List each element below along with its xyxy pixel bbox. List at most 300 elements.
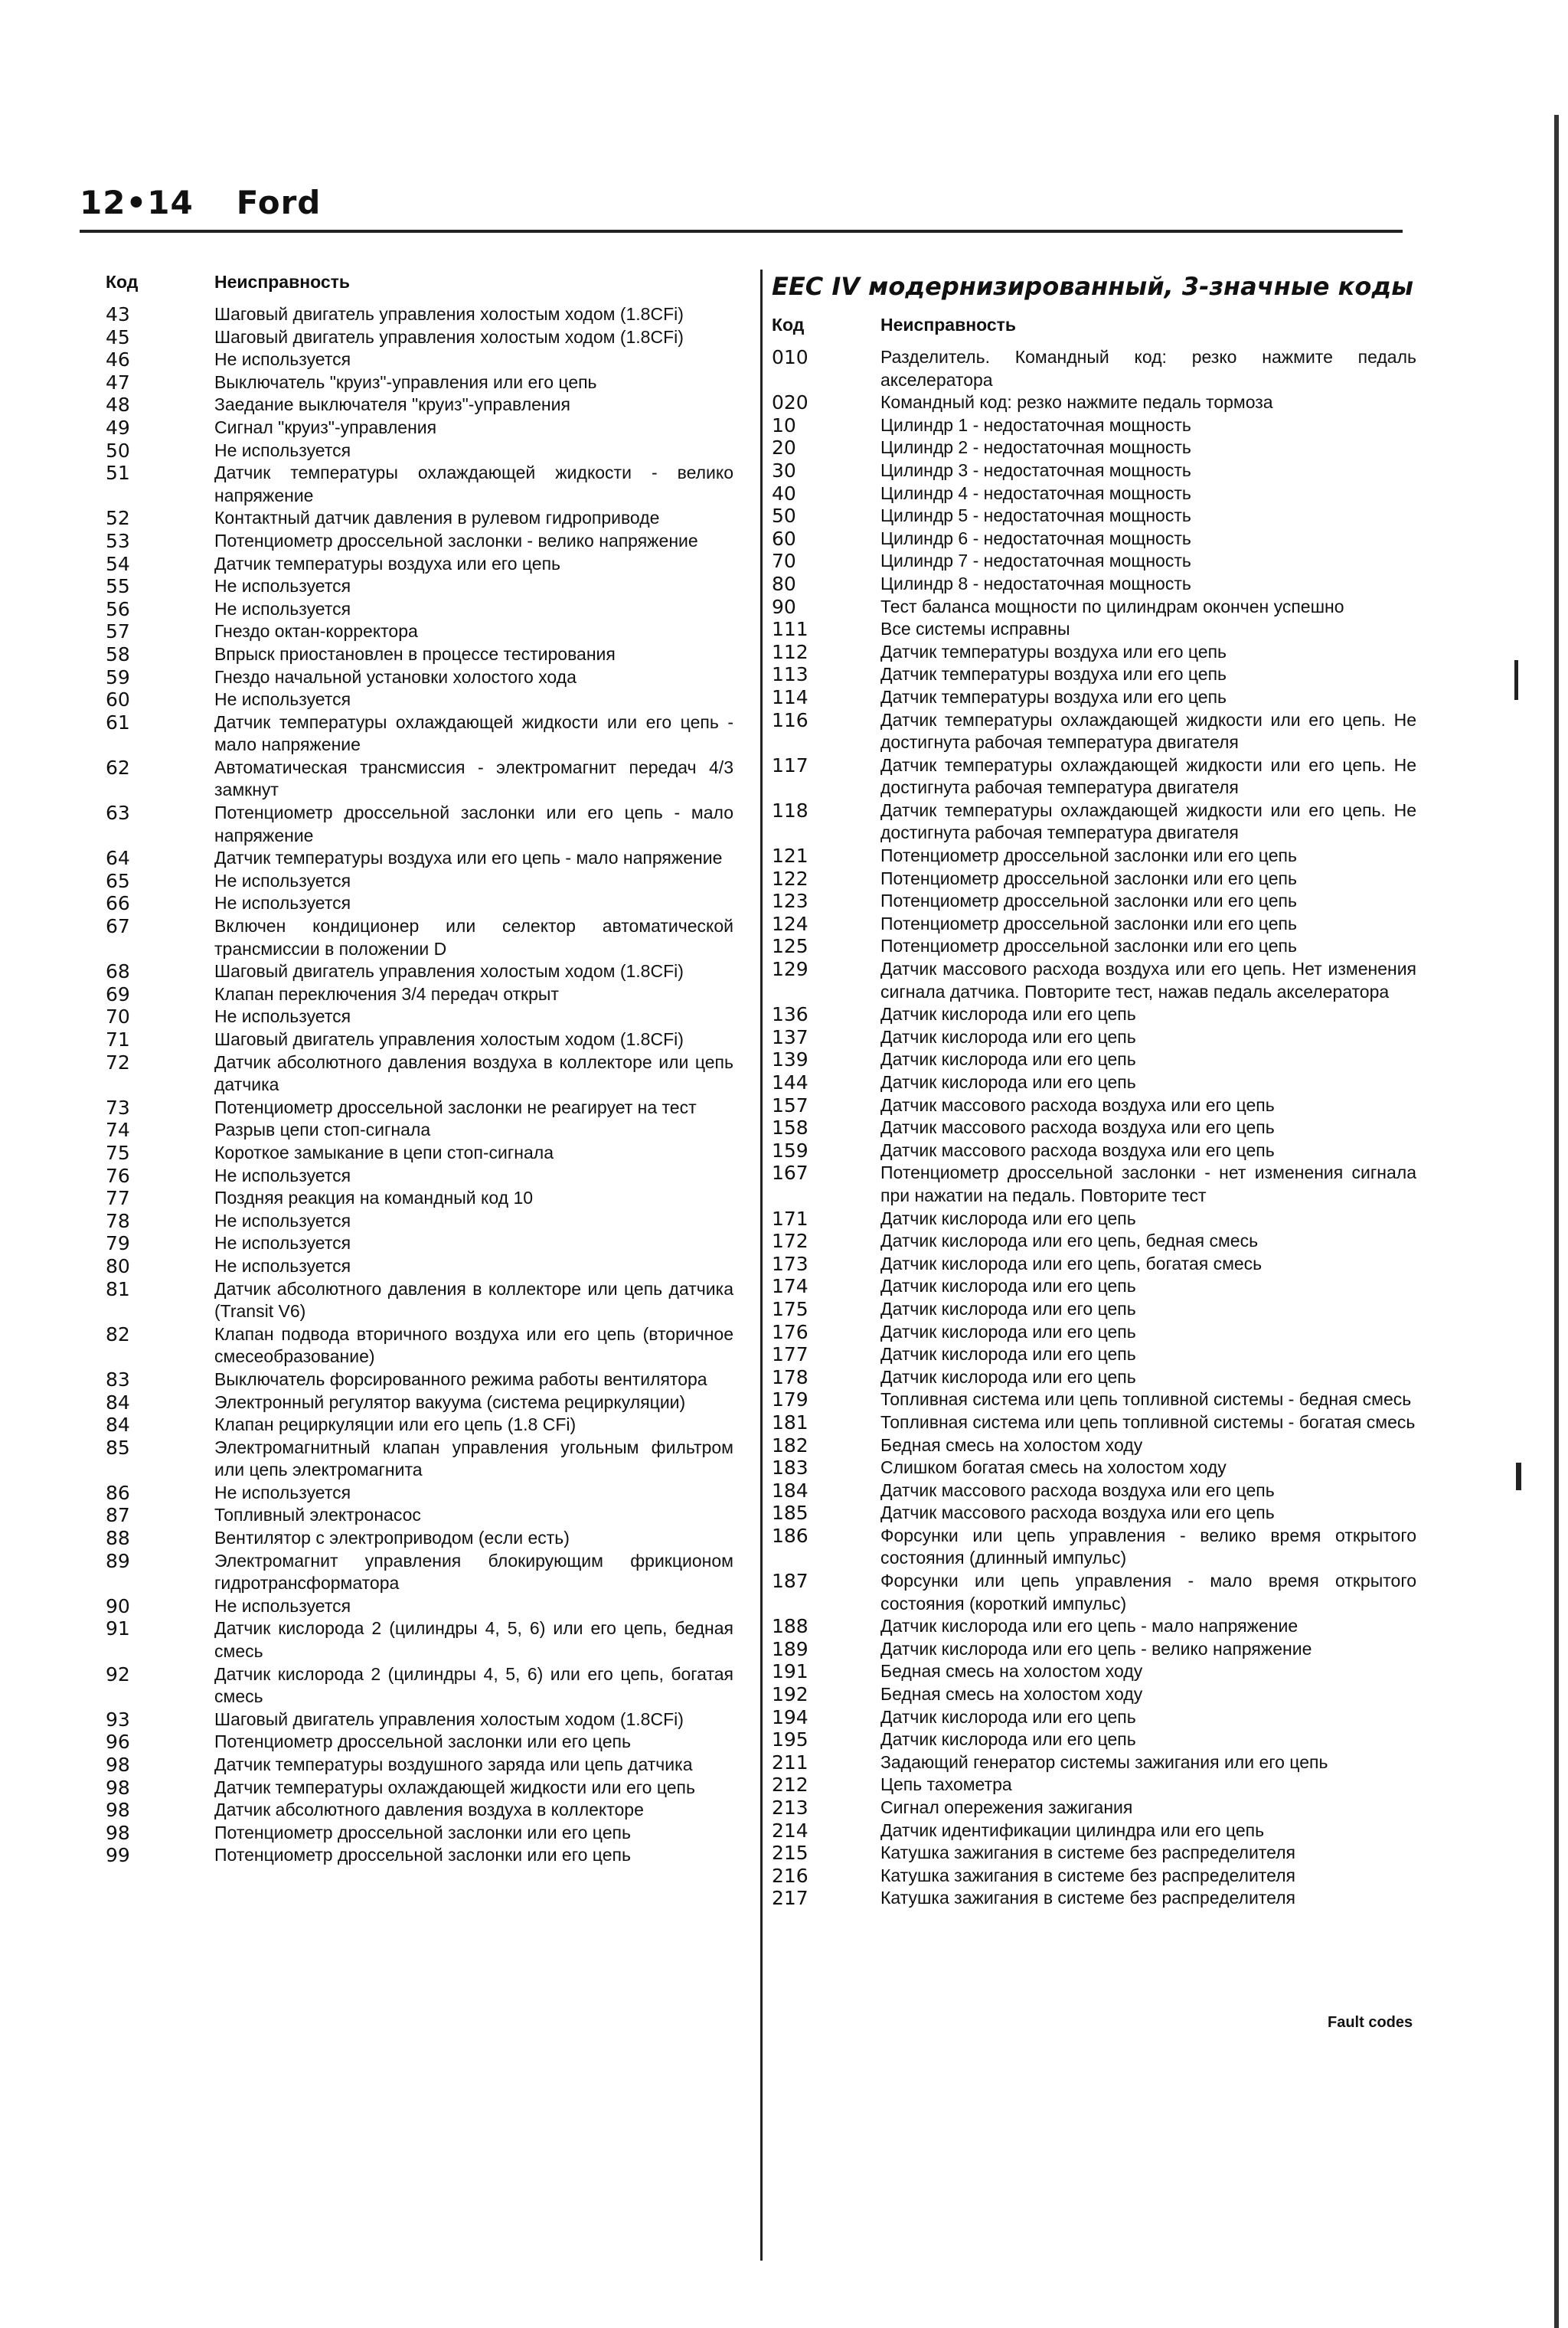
fault-description: Вентилятор с электроприводом (если есть) bbox=[214, 1528, 570, 1548]
fault-code: 195 bbox=[772, 1728, 808, 1751]
fault-code: 71 bbox=[106, 1028, 130, 1051]
fault-description: Датчик температуры воздуха или его цепь bbox=[880, 641, 1227, 662]
table-row bbox=[106, 1731, 733, 1754]
fault-description: Не используется bbox=[214, 1482, 351, 1502]
fault-code: 113 bbox=[772, 663, 808, 686]
fault-code: 173 bbox=[772, 1252, 808, 1275]
table-row bbox=[106, 847, 733, 870]
table-row bbox=[772, 1570, 1416, 1615]
fault-code: 72 bbox=[106, 1051, 130, 1074]
fault-code: 114 bbox=[772, 685, 808, 708]
fault-description: Цилиндр 8 - недостаточная мощность bbox=[880, 573, 1191, 593]
fault-code: 50 bbox=[772, 505, 796, 528]
fault-code: 83 bbox=[106, 1368, 130, 1391]
table-row bbox=[772, 596, 1416, 619]
table-row bbox=[106, 757, 733, 802]
table-row bbox=[772, 799, 1416, 845]
fault-description: Датчик кислорода или его цепь bbox=[880, 1276, 1136, 1296]
right-table-body bbox=[772, 346, 1416, 1910]
table-row bbox=[772, 1638, 1416, 1661]
fault-code: 157 bbox=[772, 1094, 808, 1117]
table-row bbox=[772, 414, 1416, 437]
fault-description: Датчик идентификации цилиндра или его цепь bbox=[880, 1820, 1265, 1840]
table-row bbox=[106, 575, 733, 598]
table-row bbox=[106, 1414, 733, 1437]
table-row bbox=[772, 890, 1416, 913]
fault-code: 84 bbox=[106, 1414, 130, 1437]
page-header bbox=[80, 184, 321, 221]
table-row bbox=[772, 1480, 1416, 1502]
fault-code: 139 bbox=[772, 1048, 808, 1071]
fault-description: Потенциометр дроссельной заслонки - нет изменения сигнала при нажатии на педаль. Повторите тест bbox=[880, 1162, 1416, 1205]
table-row bbox=[106, 1187, 733, 1210]
fault-description: Потенциометр дроссельной заслонки или его цепь bbox=[214, 1845, 631, 1865]
fault-code: 111 bbox=[772, 618, 808, 641]
fault-description: Бедная смесь на холостом ходу bbox=[880, 1434, 1143, 1455]
fault-description: Шаговый двигатель управления холостым ходом (1.8CFi) bbox=[214, 304, 684, 324]
fault-description: Датчик кислорода или его цепь, богатая смесь bbox=[880, 1253, 1263, 1274]
fault-code: 74 bbox=[106, 1119, 130, 1142]
table-row bbox=[772, 1774, 1416, 1797]
table-row bbox=[772, 346, 1416, 391]
fault-description: Бедная смесь на холостом ходу bbox=[880, 1684, 1143, 1705]
fault-description: Клапан подвода вторичного воздуха или его цепь (вторичное смесеобразование) bbox=[214, 1323, 733, 1367]
table-row bbox=[106, 1028, 733, 1051]
table-row bbox=[106, 1663, 733, 1708]
fault-code: 60 bbox=[772, 527, 796, 550]
fault-description: Впрыск приостановлен в процессе тестирования bbox=[214, 643, 616, 664]
table-row bbox=[106, 348, 733, 371]
fault-description: Датчик температуры охлаждающей жидкости или его цепь. Не достигнута рабочая температура двигателя bbox=[880, 754, 1416, 798]
table-row bbox=[106, 1844, 733, 1867]
column-divider bbox=[760, 270, 763, 2261]
table-row bbox=[772, 641, 1416, 664]
fault-description: Датчик кислорода или его цепь bbox=[880, 1004, 1136, 1025]
fault-code: 174 bbox=[772, 1275, 808, 1298]
table-row bbox=[772, 1434, 1416, 1457]
table-row bbox=[106, 417, 733, 440]
fault-description: Датчик кислорода или его цепь bbox=[880, 1298, 1136, 1319]
fault-description: Цилиндр 4 - недостаточная мощность bbox=[880, 482, 1191, 503]
table-row bbox=[772, 958, 1416, 1003]
code-header: Код bbox=[106, 272, 139, 292]
table-row bbox=[772, 935, 1416, 958]
fault-code: 112 bbox=[772, 640, 808, 663]
fault-code: 64 bbox=[106, 847, 130, 870]
fault-code: 70 bbox=[772, 550, 796, 573]
table-row bbox=[772, 709, 1416, 754]
table-row bbox=[106, 1754, 733, 1777]
fault-code: 49 bbox=[106, 416, 130, 439]
fault-code: 79 bbox=[106, 1232, 130, 1255]
table-row bbox=[772, 1253, 1416, 1276]
fault-code: 93 bbox=[106, 1708, 130, 1731]
fault-description: Датчик кислорода или его цепь bbox=[880, 1706, 1136, 1727]
fault-code: 123 bbox=[772, 890, 808, 913]
table-row bbox=[772, 1275, 1416, 1298]
table-row bbox=[106, 1323, 733, 1368]
table-row bbox=[772, 482, 1416, 505]
fault-description: Катушка зажигания в системе без распределителя bbox=[880, 1888, 1295, 1908]
fault-description: Датчик кислорода или его цепь bbox=[880, 1729, 1136, 1750]
fault-description: Шаговый двигатель управления холостым ходом (1.8CFi) bbox=[214, 1708, 684, 1729]
table-row bbox=[106, 870, 733, 893]
fault-description: Не используется bbox=[214, 689, 351, 710]
table-row bbox=[772, 1026, 1416, 1049]
fault-code: 75 bbox=[106, 1141, 130, 1164]
table-row bbox=[772, 550, 1416, 573]
fault-code: 54 bbox=[106, 552, 130, 575]
table-row bbox=[772, 686, 1416, 709]
table-row bbox=[106, 666, 733, 689]
fault-description: Датчик температуры воздуха или его цепь - мало напряжение bbox=[214, 848, 723, 868]
table-row bbox=[106, 688, 733, 711]
table-row bbox=[772, 1388, 1416, 1411]
left-column bbox=[106, 272, 733, 1867]
fault-description: Заедание выключателя "круиз"-управления bbox=[214, 394, 570, 415]
fault-code: 144 bbox=[772, 1071, 808, 1094]
table-row bbox=[772, 1343, 1416, 1366]
fault-code: 176 bbox=[772, 1320, 808, 1343]
fault-description: Топливная система или цепь топливной системы - бедная смесь bbox=[880, 1389, 1412, 1410]
fault-description: Слишком богатая смесь на холостом ходу bbox=[880, 1457, 1227, 1478]
table-row bbox=[106, 1255, 733, 1278]
right-table-header bbox=[772, 315, 1416, 335]
fault-description: Цилиндр 3 - недостаточная мощность bbox=[880, 459, 1191, 480]
fault-code: 86 bbox=[106, 1481, 130, 1504]
fault-code: 99 bbox=[106, 1844, 130, 1867]
table-row bbox=[772, 1797, 1416, 1820]
table-row bbox=[106, 1119, 733, 1142]
fault-description: Катушка зажигания в системе без распределителя bbox=[880, 1842, 1295, 1863]
table-row bbox=[772, 1706, 1416, 1729]
table-row bbox=[106, 1437, 733, 1482]
table-row bbox=[106, 983, 733, 1006]
fault-description: Датчик температуры воздушного заряда или цепь датчика bbox=[214, 1754, 693, 1774]
fault-description: Датчик абсолютного давления воздуха в коллекторе bbox=[214, 1800, 644, 1820]
fault-code: 77 bbox=[106, 1187, 130, 1210]
fault-description: Шаговый двигатель управления холостым ходом (1.8CFi) bbox=[214, 326, 684, 347]
fault-code: 70 bbox=[106, 1005, 130, 1028]
fault-description: Электромагнитный клапан управления угольным фильтром или цепь электромагнита bbox=[214, 1437, 733, 1480]
fault-description: Сигнал опережения зажигания bbox=[880, 1797, 1133, 1817]
fault-code: 92 bbox=[106, 1663, 130, 1686]
table-row bbox=[772, 1865, 1416, 1888]
table-row bbox=[772, 1048, 1416, 1071]
fault-description: Клапан рециркуляции или его цепь (1.8 CFi) bbox=[214, 1414, 577, 1435]
fault-code: 50 bbox=[106, 439, 130, 462]
table-row bbox=[106, 1165, 733, 1188]
fault-description: Потенциометр дроссельной заслонки или его цепь bbox=[880, 936, 1297, 956]
fault-description: Потенциометр дроссельной заслонки или его цепь - мало напряжение bbox=[214, 803, 733, 845]
fault-description: Датчик кислорода или его цепь bbox=[880, 1321, 1136, 1342]
fault-code: 65 bbox=[106, 869, 130, 892]
fault-description: Датчик кислорода или его цепь, бедная смесь bbox=[880, 1231, 1259, 1251]
fault-code: 53 bbox=[106, 529, 130, 552]
fault-description: Цилиндр 1 - недостаточная мощность bbox=[880, 414, 1191, 435]
fault-description: Датчик температуры воздуха или его цепь bbox=[214, 553, 561, 574]
fault-code: 192 bbox=[772, 1683, 808, 1706]
fault-description: Потенциометр дроссельной заслонки или его цепь bbox=[880, 868, 1297, 888]
fault-code: 52 bbox=[106, 507, 130, 530]
table-row bbox=[106, 1482, 733, 1505]
fault-code: 66 bbox=[106, 892, 130, 915]
fault-code: 10 bbox=[772, 414, 796, 436]
fault-description: Не используется bbox=[214, 598, 351, 619]
fault-code: 88 bbox=[106, 1527, 130, 1550]
fault-code: 91 bbox=[106, 1617, 130, 1640]
fault-code: 010 bbox=[772, 346, 808, 368]
table-row bbox=[772, 1842, 1416, 1865]
table-row bbox=[772, 1003, 1416, 1026]
fault-code: 48 bbox=[106, 394, 130, 417]
fault-code: 62 bbox=[106, 756, 130, 779]
table-row bbox=[106, 1595, 733, 1618]
fault-description: Выключатель форсированного режима работы вентилятора bbox=[214, 1368, 707, 1389]
fault-code: 57 bbox=[106, 620, 130, 643]
fault-description: Потенциометр дроссельной заслонки - велико напряжение bbox=[214, 530, 698, 551]
table-row bbox=[106, 1005, 733, 1028]
fault-code: 59 bbox=[106, 665, 130, 688]
fault-code: 78 bbox=[106, 1209, 130, 1232]
fault-description: Не используется bbox=[214, 1595, 351, 1616]
fault-description: Датчик кислорода или его цепь bbox=[880, 1366, 1136, 1387]
fault-code: 183 bbox=[772, 1457, 808, 1480]
fault-description: Датчик массового расхода воздуха или его цепь bbox=[880, 1139, 1275, 1160]
fault-description: Датчик кислорода 2 (цилиндры 4, 5, 6) или его цепь, бедная смесь bbox=[214, 1618, 733, 1662]
table-row bbox=[106, 530, 733, 553]
table-row bbox=[772, 505, 1416, 528]
fault-code: 85 bbox=[106, 1436, 130, 1459]
fault-description: Форсунки или цепь управления - мало время открытого состояния (короткий импульс) bbox=[880, 1571, 1416, 1614]
fault-code: 98 bbox=[106, 1776, 130, 1799]
fault-code: 84 bbox=[106, 1391, 130, 1414]
fault-description: Датчик массового расхода воздуха или его цепь bbox=[880, 1480, 1275, 1500]
fault-description: Датчик температуры охлаждающей жидкости или его цепь - мало напряжение bbox=[214, 711, 733, 755]
fault-description: Топливный электронасос bbox=[214, 1505, 421, 1525]
table-row bbox=[106, 1142, 733, 1165]
fault-code: 125 bbox=[772, 935, 808, 958]
fault-description: Потенциометр дроссельной заслонки или его цепь bbox=[880, 845, 1297, 866]
table-row bbox=[772, 1728, 1416, 1751]
table-row bbox=[772, 663, 1416, 686]
margin-mark bbox=[1514, 660, 1518, 700]
fault-description: Форсунки или цепь управления - велико время открытого состояния (длинный импульс) bbox=[880, 1525, 1416, 1568]
fault-code: 188 bbox=[772, 1615, 808, 1638]
fault-code: 020 bbox=[772, 391, 808, 414]
fault-code: 216 bbox=[772, 1864, 808, 1887]
table-row bbox=[772, 1366, 1416, 1389]
table-row bbox=[106, 620, 733, 643]
fault-description: Командный код: резко нажмите педаль тормоза bbox=[880, 392, 1273, 413]
table-row bbox=[772, 1615, 1416, 1638]
fault-code: 45 bbox=[106, 325, 130, 348]
table-row bbox=[772, 1502, 1416, 1525]
fault-header: Неисправность bbox=[880, 315, 1017, 335]
fault-description: Цилиндр 6 - недостаточная мощность bbox=[880, 528, 1191, 548]
fault-description: Автоматическая трансмиссия - электромагнит передач 4/3 замкнут bbox=[214, 757, 733, 800]
fault-code: 158 bbox=[772, 1117, 808, 1139]
table-row bbox=[772, 1457, 1416, 1480]
table-row bbox=[772, 391, 1416, 414]
left-table-body bbox=[106, 303, 733, 1867]
fault-code: 96 bbox=[106, 1731, 130, 1754]
fault-code: 87 bbox=[106, 1504, 130, 1527]
fault-code: 136 bbox=[772, 1003, 808, 1026]
table-row bbox=[772, 1411, 1416, 1434]
table-row bbox=[106, 553, 733, 576]
fault-description: Не используется bbox=[214, 1165, 351, 1185]
fault-code: 182 bbox=[772, 1434, 808, 1457]
fault-description: Топливная система или цепь топливной системы - богатая смесь bbox=[880, 1411, 1416, 1432]
table-row bbox=[772, 1162, 1416, 1207]
fault-code: 90 bbox=[772, 595, 796, 618]
page-number: 12•14 bbox=[80, 184, 194, 221]
fault-code: 20 bbox=[772, 436, 796, 459]
fault-description: Датчик кислорода или его цепь - мало напряжение bbox=[880, 1616, 1298, 1636]
fault-code: 76 bbox=[106, 1164, 130, 1187]
table-row bbox=[772, 1525, 1416, 1570]
table-row bbox=[106, 892, 733, 915]
fault-description: Разрыв цепи стоп-сигнала bbox=[214, 1120, 431, 1140]
table-row bbox=[772, 913, 1416, 936]
fault-code: 172 bbox=[772, 1230, 808, 1253]
table-row bbox=[106, 1822, 733, 1845]
fault-description: Потенциометр дроссельной заслонки или его цепь bbox=[214, 1731, 631, 1752]
table-row bbox=[106, 1232, 733, 1255]
fault-description: Датчик кислорода или его цепь bbox=[880, 1208, 1136, 1228]
table-row bbox=[772, 618, 1416, 641]
fault-description: Датчик температуры охлаждающей жидкости или его цепь. Не достигнута рабочая температура двигателя bbox=[880, 709, 1416, 753]
fault-code: 30 bbox=[772, 459, 796, 482]
fault-code: 98 bbox=[106, 1799, 130, 1822]
fault-code: 179 bbox=[772, 1388, 808, 1411]
fault-code: 171 bbox=[772, 1207, 808, 1230]
table-row bbox=[772, 1094, 1416, 1117]
table-row bbox=[106, 303, 733, 326]
fault-code: 167 bbox=[772, 1162, 808, 1185]
fault-description: Не используется bbox=[214, 349, 351, 370]
table-row bbox=[106, 371, 733, 394]
fault-code: 215 bbox=[772, 1842, 808, 1865]
fault-description: Датчик температуры охлаждающей жидкости - велико напряжение bbox=[214, 463, 733, 505]
fault-description: Датчик кислорода или его цепь bbox=[880, 1344, 1136, 1365]
fault-code: 82 bbox=[106, 1323, 130, 1345]
fault-description: Шаговый двигатель управления холостым ходом (1.8CFi) bbox=[214, 961, 684, 982]
table-row bbox=[772, 754, 1416, 799]
table-row bbox=[106, 1799, 733, 1822]
table-row bbox=[772, 528, 1416, 551]
fault-description: Все системы исправны bbox=[880, 619, 1070, 639]
fault-code: 118 bbox=[772, 799, 808, 822]
table-row bbox=[106, 462, 733, 507]
fault-description: Шаговый двигатель управления холостым ходом (1.8CFi) bbox=[214, 1029, 684, 1049]
table-row bbox=[106, 1210, 733, 1233]
fault-description: Сигнал "круиз"-управления bbox=[214, 417, 437, 437]
fault-description: Гнездо октан-корректора bbox=[214, 621, 418, 642]
table-row bbox=[106, 598, 733, 621]
table-row bbox=[772, 573, 1416, 596]
fault-code: 47 bbox=[106, 371, 130, 394]
table-row bbox=[772, 1321, 1416, 1344]
fault-description: Электромагнит управления блокирующим фрикционом гидротрансформатора bbox=[214, 1550, 733, 1594]
table-row bbox=[106, 1051, 733, 1097]
fault-code: 124 bbox=[772, 912, 808, 935]
fault-code: 191 bbox=[772, 1660, 808, 1683]
fault-description: Электронный регулятор вакуума (система рециркуляции) bbox=[214, 1391, 686, 1412]
table-row bbox=[772, 1887, 1416, 1910]
fault-code: 181 bbox=[772, 1411, 808, 1434]
right-column bbox=[772, 272, 1416, 1910]
table-row bbox=[106, 326, 733, 349]
table-row bbox=[772, 1230, 1416, 1253]
fault-description: Катушка зажигания в системе без распределителя bbox=[880, 1865, 1295, 1885]
fault-code: 129 bbox=[772, 958, 808, 981]
table-row bbox=[106, 1391, 733, 1414]
table-row bbox=[106, 1777, 733, 1800]
fault-description: Бедная смесь на холостом ходу bbox=[880, 1661, 1143, 1682]
fault-code: 214 bbox=[772, 1819, 808, 1842]
table-row bbox=[772, 845, 1416, 868]
fault-description: Потенциометр дроссельной заслонки или его цепь bbox=[214, 1822, 631, 1842]
fault-code: 69 bbox=[106, 983, 130, 1005]
table-row bbox=[106, 802, 733, 847]
table-row bbox=[772, 868, 1416, 891]
left-table-header bbox=[106, 272, 733, 293]
table-row bbox=[106, 1504, 733, 1527]
fault-description: Клапан переключения 3/4 передач открыт bbox=[214, 983, 559, 1004]
fault-description: Поздняя реакция на командный код 10 bbox=[214, 1188, 534, 1208]
fault-code: 159 bbox=[772, 1139, 808, 1162]
fault-description: Включен кондиционер или селектор автоматической трансмиссии в положении D bbox=[214, 916, 733, 959]
fault-code: 184 bbox=[772, 1479, 808, 1502]
table-row bbox=[106, 1097, 733, 1120]
fault-code: 43 bbox=[106, 303, 130, 325]
fault-description: Датчик кислорода или его цепь - велико напряжение bbox=[880, 1638, 1312, 1659]
fault-code: 89 bbox=[106, 1549, 130, 1572]
table-row bbox=[772, 1298, 1416, 1321]
header-rule bbox=[80, 230, 1403, 233]
fault-code: 90 bbox=[106, 1594, 130, 1617]
table-row bbox=[772, 1208, 1416, 1231]
fault-code: 56 bbox=[106, 597, 130, 620]
fault-description: Гнездо начальной установки холостого хода bbox=[214, 666, 577, 687]
fault-code: 211 bbox=[772, 1751, 808, 1774]
fault-description: Потенциометр дроссельной заслонки или его цепь bbox=[880, 891, 1297, 911]
fault-code: 61 bbox=[106, 711, 130, 734]
table-row bbox=[106, 960, 733, 983]
fault-description: Не используется bbox=[214, 1006, 351, 1027]
fault-code: 80 bbox=[106, 1254, 130, 1277]
fault-code: 51 bbox=[106, 462, 130, 485]
table-row bbox=[106, 711, 733, 757]
table-row bbox=[106, 1617, 733, 1663]
code-header: Код bbox=[772, 315, 805, 335]
fault-code: 40 bbox=[772, 482, 796, 505]
fault-description: Датчик кислорода или его цепь bbox=[880, 1072, 1136, 1092]
fault-code: 81 bbox=[106, 1277, 130, 1300]
fault-code: 121 bbox=[772, 845, 808, 868]
fault-description: Датчик массового расхода воздуха или его цепь bbox=[880, 1502, 1275, 1523]
fault-description: Не используется bbox=[214, 1210, 351, 1231]
fault-description: Тест баланса мощности по цилиндрам окончен успешно bbox=[880, 596, 1344, 616]
table-row bbox=[772, 459, 1416, 482]
fault-code: 194 bbox=[772, 1705, 808, 1728]
table-row bbox=[106, 1368, 733, 1391]
fault-code: 122 bbox=[772, 867, 808, 890]
table-row bbox=[106, 440, 733, 463]
fault-code: 55 bbox=[106, 575, 130, 598]
